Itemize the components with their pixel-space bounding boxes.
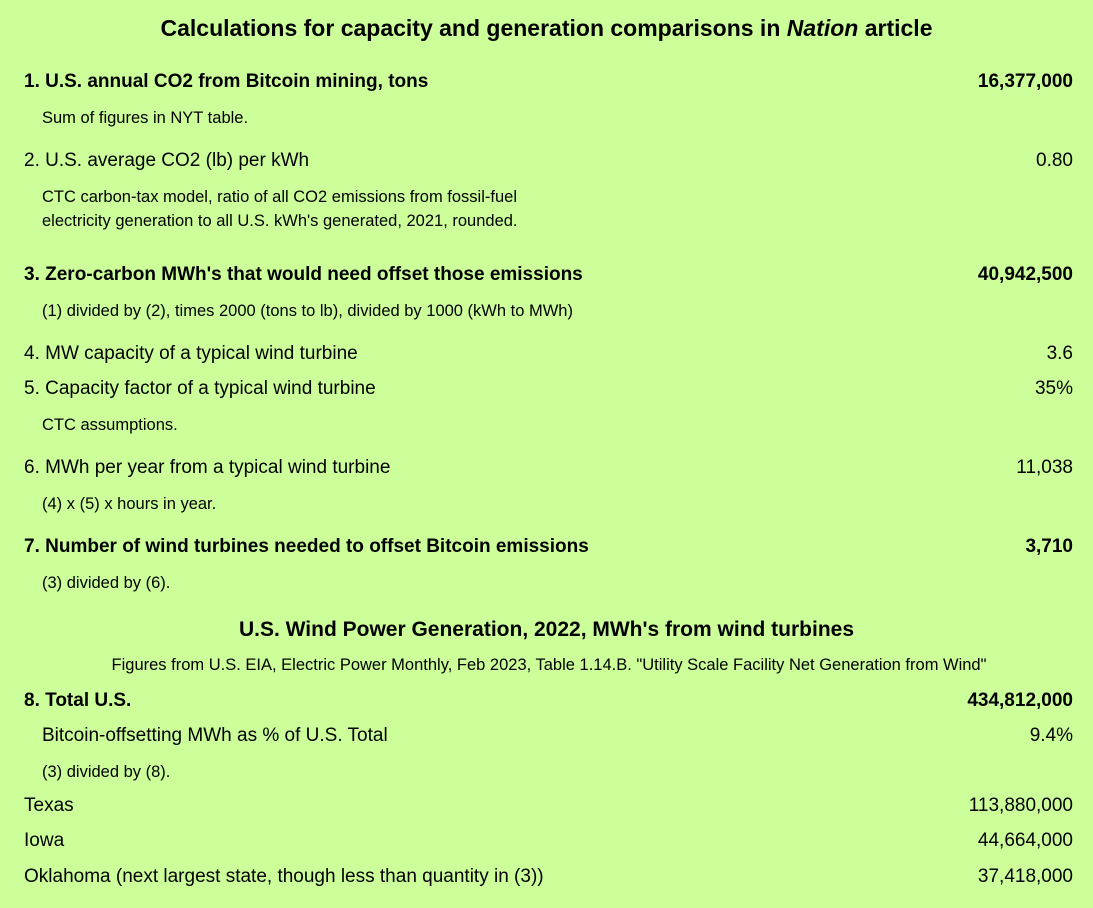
row-iowa (24, 829, 1073, 853)
note: Sum of figures in NYT table. (42, 109, 249, 127)
row-label: 4. MW capacity of a typical wind turbine (24, 343, 358, 364)
row-label: Bitcoin-offsetting MWh as % of U.S. Total (42, 725, 388, 746)
page-title: Calculations for capacity and generation comparisons in Nation article (160, 15, 933, 41)
note: (1) divided by (2), times 2000 (tons to lb), divided by 1000 (kWh to MWh) (42, 302, 573, 320)
row-value: 40,942,500 (977, 264, 1073, 285)
row-mwh-per-turbine (24, 456, 1073, 480)
row-bitcoin-percent (42, 724, 1073, 748)
row-label: 3. Zero-carbon MWh's that would need offset those emissions (24, 264, 583, 285)
row-label: Iowa (24, 830, 65, 851)
row-value: 113,880,000 (968, 795, 1073, 816)
source-note: Figures from U.S. EIA, Electric Power Monthly, Feb 2023, Table 1.14.B. "Utility Scale Facility Net Generation from Wind" (111, 656, 987, 674)
row-label: 6. MWh per year from a typical wind turbine (24, 457, 391, 478)
row-label: Oklahoma (next largest state, though less than quantity in (3)) (24, 866, 544, 887)
note: (3) divided by (6). (42, 574, 171, 592)
row-zero-carbon-mwh (24, 263, 1073, 287)
row-texas (24, 794, 1073, 818)
row-value: 9.4% (1029, 725, 1073, 746)
row-value: 44,664,000 (977, 830, 1073, 851)
section-title: U.S. Wind Power Generation, 2022, MWh's from wind turbines (238, 618, 855, 641)
title-italic: Nation (786, 15, 859, 41)
note: (4) x (5) x hours in year. (42, 495, 217, 513)
row-value: 0.80 (1036, 150, 1073, 171)
row-label: 2. U.S. average CO2 (lb) per kWh (24, 150, 310, 171)
row-label: 1. U.S. annual CO2 from Bitcoin mining, tons (24, 71, 429, 92)
row-label: 7. Number of wind turbines needed to offset Bitcoin emissions (24, 536, 589, 557)
note: CTC carbon-tax model, ratio of all CO2 emissions from fossil-fuel (42, 188, 517, 206)
row-turbine-capacity (24, 342, 1073, 366)
row-co2-per-kwh (24, 149, 1073, 173)
row-value: 434,812,000 (967, 690, 1073, 711)
row-value: 3,710 (1025, 536, 1073, 557)
row-bitcoin-co2 (24, 70, 1073, 94)
note: (3) divided by (8). (42, 763, 171, 781)
row-value: 35% (1034, 378, 1073, 399)
row-capacity-factor (24, 377, 1073, 401)
row-oklahoma (24, 865, 1073, 889)
row-value: 16,377,000 (977, 71, 1073, 92)
row-label: 8. Total U.S. (24, 690, 132, 711)
row-turbines-needed (24, 535, 1073, 559)
note: CTC assumptions. (42, 416, 178, 434)
row-label: Texas (24, 795, 74, 816)
row-value: 11,038 (1016, 457, 1073, 478)
row-value: 37,418,000 (977, 866, 1073, 887)
row-value: 3.6 (1046, 343, 1073, 364)
row-label: 5. Capacity factor of a typical wind turbine (24, 378, 376, 399)
row-total-us (24, 689, 1073, 713)
note: electricity generation to all U.S. kWh's generated, 2021, rounded. (42, 212, 518, 230)
